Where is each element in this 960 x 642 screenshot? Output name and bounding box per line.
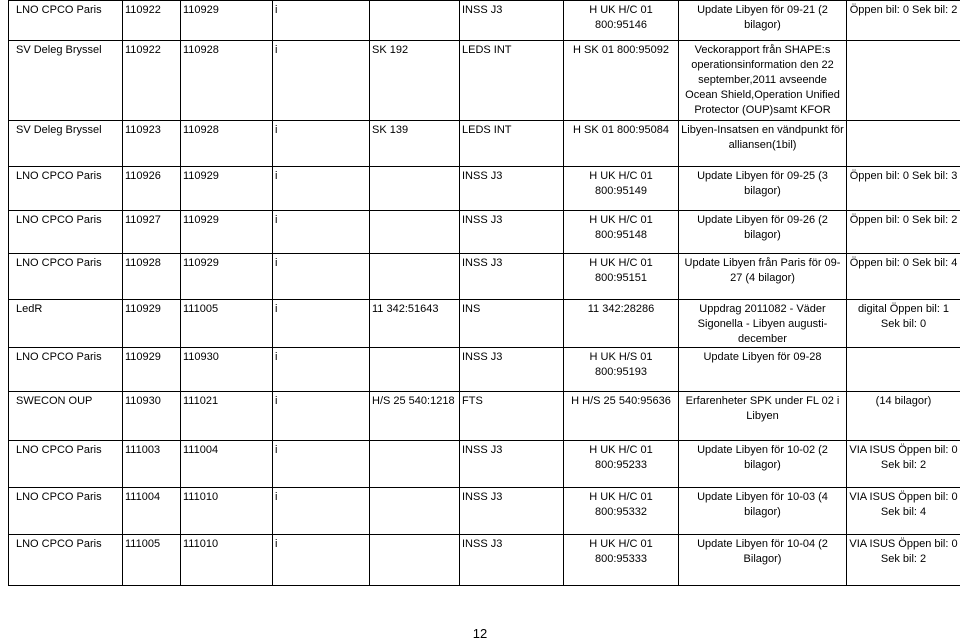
reference-cell — [370, 441, 460, 488]
date-registered-cell: 111010 — [181, 488, 273, 535]
classification-cell: i — [273, 488, 370, 535]
classification-cell: i — [273, 167, 370, 211]
date-received-cell: 110928 — [123, 254, 181, 300]
classification-cell: i — [273, 121, 370, 167]
reference-cell — [370, 254, 460, 300]
reference-cell — [370, 167, 460, 211]
date-received-cell: 110926 — [123, 167, 181, 211]
attachment-note-cell: Öppen bil: 0 Sek bil: 3 — [847, 167, 960, 211]
register-table — [8, 0, 960, 586]
date-registered-cell: 111021 — [181, 392, 273, 441]
registration-number-cell: H UK H/C 01 800:95332 — [564, 488, 679, 535]
reference-cell: H/S 25 540:1218 — [370, 392, 460, 441]
subject-cell: Update Libyen för 09-26 (2 bilagor) — [679, 211, 847, 254]
reference-cell — [370, 348, 460, 392]
sender-cell: LNO CPCO Paris — [9, 211, 123, 254]
sender-cell: LNO CPCO Paris — [9, 167, 123, 211]
subject-cell: Update Libyen för 10-03 (4 bilagor) — [679, 488, 847, 535]
channel-cell: INSS J3 — [460, 488, 564, 535]
registration-number-cell: H UK H/C 01 800:95333 — [564, 535, 679, 586]
subject-cell: Update Libyen från Paris för 09-27 (4 bilagor) — [679, 254, 847, 300]
table-row — [9, 1, 960, 41]
reference-cell: 11 342:51643 — [370, 300, 460, 348]
reference-cell — [370, 1, 460, 41]
classification-cell: i — [273, 392, 370, 441]
attachment-note-cell: (14 bilagor) — [847, 392, 960, 441]
classification-cell: i — [273, 441, 370, 488]
registration-number-cell: H UK H/C 01 800:95149 — [564, 167, 679, 211]
registration-number-cell: H UK H/C 01 800:95148 — [564, 211, 679, 254]
subject-cell: Update Libyen för 10-04 (2 Bilagor) — [679, 535, 847, 586]
table-row — [9, 488, 960, 535]
sender-cell: LNO CPCO Paris — [9, 488, 123, 535]
page-number: 12 — [472, 626, 488, 641]
reference-cell — [370, 535, 460, 586]
reference-cell — [370, 211, 460, 254]
sender-cell: LNO CPCO Paris — [9, 535, 123, 586]
reference-cell: SK 192 — [370, 41, 460, 121]
registration-number-cell: H UK H/C 01 800:95146 — [564, 1, 679, 41]
date-registered-cell: 110929 — [181, 254, 273, 300]
attachment-note-cell: VIA ISUS Öppen bil: 0 Sek bil: 2 — [847, 441, 960, 488]
table-row — [9, 392, 960, 441]
date-received-cell: 110923 — [123, 121, 181, 167]
table-row — [9, 300, 960, 348]
attachment-note-cell — [847, 348, 960, 392]
registration-number-cell: H UK H/S 01 800:95193 — [564, 348, 679, 392]
channel-cell: INSS J3 — [460, 167, 564, 211]
date-registered-cell: 110930 — [181, 348, 273, 392]
channel-cell: FTS — [460, 392, 564, 441]
classification-cell: i — [273, 348, 370, 392]
subject-cell: Update Libyen för 09-21 (2 bilagor) — [679, 1, 847, 41]
registration-number-cell: H H/S 25 540:95636 — [564, 392, 679, 441]
channel-cell: INSS J3 — [460, 535, 564, 586]
sender-cell: LNO CPCO Paris — [9, 254, 123, 300]
channel-cell: LEDS INT — [460, 121, 564, 167]
subject-cell: Update Libyen för 09-28 — [679, 348, 847, 392]
date-registered-cell: 110929 — [181, 211, 273, 254]
sender-cell: LNO CPCO Paris — [9, 441, 123, 488]
date-received-cell: 110922 — [123, 1, 181, 41]
table-row — [9, 121, 960, 167]
channel-cell: INSS J3 — [460, 254, 564, 300]
attachment-note-cell: Öppen bil: 0 Sek bil: 4 — [847, 254, 960, 300]
table-row — [9, 41, 960, 121]
registration-number-cell: 11 342:28286 — [564, 300, 679, 348]
classification-cell: i — [273, 1, 370, 41]
attachment-note-cell — [847, 121, 960, 167]
sender-cell: SV Deleg Bryssel — [9, 41, 123, 121]
table-row — [9, 535, 960, 586]
subject-cell: Erfarenheter SPK under FL 02 i Libyen — [679, 392, 847, 441]
attachment-note-cell: Öppen bil: 0 Sek bil: 2 — [847, 1, 960, 41]
classification-cell: i — [273, 254, 370, 300]
table-row — [9, 348, 960, 392]
reference-cell — [370, 488, 460, 535]
subject-cell: Update Libyen för 09-25 (3 bilagor) — [679, 167, 847, 211]
table-row — [9, 167, 960, 211]
table-row — [9, 441, 960, 488]
table-row — [9, 211, 960, 254]
table-body — [9, 1, 960, 586]
date-registered-cell: 110929 — [181, 167, 273, 211]
classification-cell: i — [273, 535, 370, 586]
reference-cell: SK 139 — [370, 121, 460, 167]
date-registered-cell: 110928 — [181, 121, 273, 167]
channel-cell: INSS J3 — [460, 211, 564, 254]
classification-cell: i — [273, 41, 370, 121]
channel-cell: INSS J3 — [460, 1, 564, 41]
sender-cell: LedR — [9, 300, 123, 348]
channel-cell: LEDS INT — [460, 41, 564, 121]
date-received-cell: 111005 — [123, 535, 181, 586]
date-registered-cell: 111010 — [181, 535, 273, 586]
channel-cell: INS — [460, 300, 564, 348]
date-received-cell: 110922 — [123, 41, 181, 121]
date-registered-cell: 110929 — [181, 1, 273, 41]
registration-number-cell: H UK H/C 01 800:95151 — [564, 254, 679, 300]
registration-number-cell: H SK 01 800:95084 — [564, 121, 679, 167]
subject-cell: Uppdrag 2011082 - Väder Sigonella - Libyen augusti-december — [679, 300, 847, 348]
classification-cell: i — [273, 300, 370, 348]
registration-number-cell: H SK 01 800:95092 — [564, 41, 679, 121]
attachment-note-cell: digital Öppen bil: 1 Sek bil: 0 — [847, 300, 960, 348]
sender-cell: SWECON OUP — [9, 392, 123, 441]
sender-cell: SV Deleg Bryssel — [9, 121, 123, 167]
date-received-cell: 110929 — [123, 300, 181, 348]
attachment-note-cell: VIA ISUS Öppen bil: 0 Sek bil: 2 — [847, 535, 960, 586]
registration-number-cell: H UK H/C 01 800:95233 — [564, 441, 679, 488]
date-received-cell: 110927 — [123, 211, 181, 254]
subject-cell: Update Libyen för 10-02 (2 bilagor) — [679, 441, 847, 488]
date-registered-cell: 111004 — [181, 441, 273, 488]
subject-cell: Libyen-Insatsen en vändpunkt för alliansen(1bil) — [679, 121, 847, 167]
date-received-cell: 111003 — [123, 441, 181, 488]
attachment-note-cell: VIA ISUS Öppen bil: 0 Sek bil: 4 — [847, 488, 960, 535]
classification-cell: i — [273, 211, 370, 254]
sender-cell: LNO CPCO Paris — [9, 348, 123, 392]
channel-cell: INSS J3 — [460, 348, 564, 392]
date-received-cell: 110929 — [123, 348, 181, 392]
channel-cell: INSS J3 — [460, 441, 564, 488]
attachment-note-cell — [847, 41, 960, 121]
attachment-note-cell: Öppen bil: 0 Sek bil: 2 — [847, 211, 960, 254]
sender-cell: LNO CPCO Paris — [9, 1, 123, 41]
date-received-cell: 110930 — [123, 392, 181, 441]
table-row — [9, 254, 960, 300]
date-registered-cell: 111005 — [181, 300, 273, 348]
subject-cell: Veckorapport från SHAPE:s operationsinformation den 22 september,2011 avseende Ocean Shield,Operation Unified Protector (OUP)samt KFOR — [679, 41, 847, 121]
date-registered-cell: 110928 — [181, 41, 273, 121]
date-received-cell: 111004 — [123, 488, 181, 535]
